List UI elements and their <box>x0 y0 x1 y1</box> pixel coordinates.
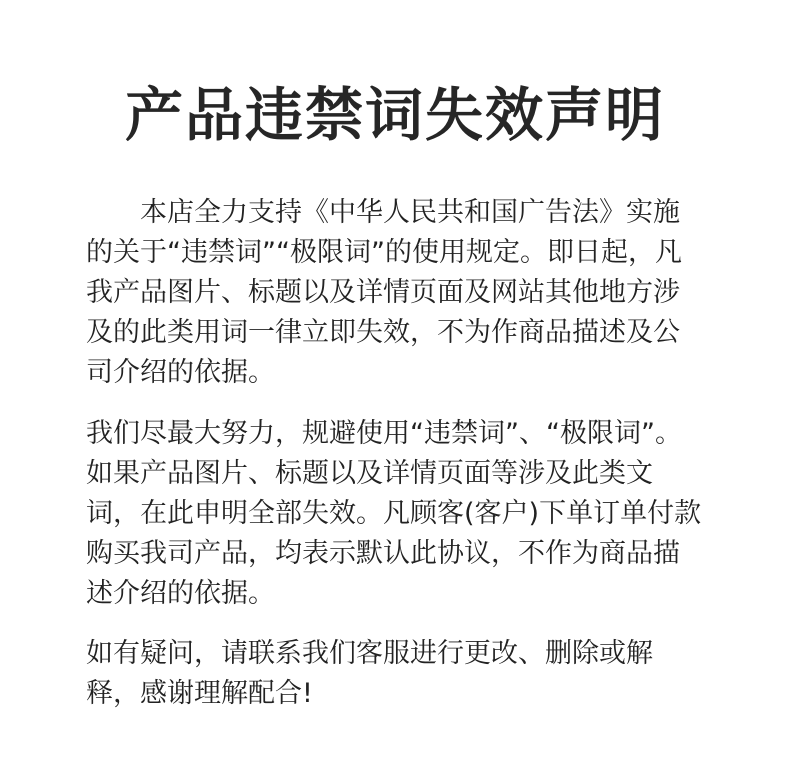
page-title: 产品违禁词失效声明 <box>124 81 665 149</box>
paragraph-support-statement: 本店全力支持《中华人民共和国广告法》实施的关于“违禁词”“极限词”的使用规定。即日起，凡我产品图片、标题以及详情页面及网站其他地方涉及的此类用词一律立即失效，不为作商品描述及公司介绍的依据。 <box>86 197 682 388</box>
paragraph-contact-statement: 如有疑问，请联系我们客服进行更改、删除或解释，感谢理解配合! <box>86 638 653 709</box>
paragraph-invalidation-statement: 我们尽最大努力，规避使用“违禁词”、“极限词”。如果产品图片、标题以及详情页面等涉及此类文词，在此申明全部失效。凡顾客(客户)下单订单付款购买我司产品，均表示默认此协议，不作为商品描述介绍的依据。 <box>86 418 702 609</box>
